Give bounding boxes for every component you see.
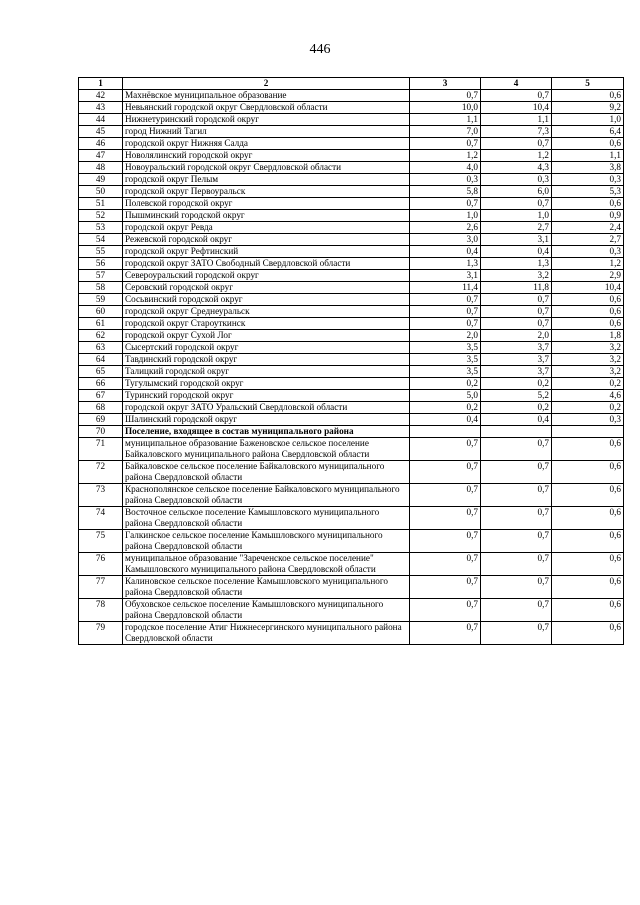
- row-number: 62: [79, 330, 123, 342]
- row-name: Невьянский городской округ Свердловской области: [123, 102, 410, 114]
- row-value-4: 0,4: [481, 414, 552, 426]
- table-row: [79, 426, 624, 438]
- row-value-5: 3,2: [552, 354, 624, 366]
- table-row: [79, 318, 624, 330]
- row-value-3: 0,4: [410, 246, 481, 258]
- row-value-3: 0,7: [410, 507, 481, 530]
- table-row: [79, 210, 624, 222]
- row-number: 76: [79, 553, 123, 576]
- row-value-3: 11,4: [410, 282, 481, 294]
- row-name: Тугулымский городской округ: [123, 378, 410, 390]
- row-value-3: 3,5: [410, 366, 481, 378]
- row-value-4: 0,7: [481, 530, 552, 553]
- row-number: 51: [79, 198, 123, 210]
- row-name: город Нижний Тагил: [123, 126, 410, 138]
- row-value-3: 3,5: [410, 354, 481, 366]
- row-name: Серовский городской округ: [123, 282, 410, 294]
- row-value-5: 0,6: [552, 138, 624, 150]
- row-value-4: 0,7: [481, 90, 552, 102]
- row-value-5: 3,8: [552, 162, 624, 174]
- row-value-3: 0,7: [410, 530, 481, 553]
- row-value-5: 1,8: [552, 330, 624, 342]
- row-value-3: 1,3: [410, 258, 481, 270]
- row-value-3: 3,0: [410, 234, 481, 246]
- row-value-5: 0,6: [552, 294, 624, 306]
- row-number: 55: [79, 246, 123, 258]
- table-row: [79, 378, 624, 390]
- row-value-3: 1,1: [410, 114, 481, 126]
- table-row: [79, 438, 624, 461]
- row-number: 75: [79, 530, 123, 553]
- row-value-3: 7,0: [410, 126, 481, 138]
- table-row: [79, 622, 624, 645]
- row-value-5: 5,3: [552, 186, 624, 198]
- row-number: 74: [79, 507, 123, 530]
- table-row: [79, 342, 624, 354]
- row-value-3: 0,7: [410, 306, 481, 318]
- table-row: [79, 354, 624, 366]
- table-row: [79, 150, 624, 162]
- row-value-4: 0,7: [481, 461, 552, 484]
- row-value-5: 0,6: [552, 553, 624, 576]
- row-value-4: 2,7: [481, 222, 552, 234]
- row-value-3: 0,7: [410, 438, 481, 461]
- table-row: [79, 282, 624, 294]
- row-value-3: 0,7: [410, 553, 481, 576]
- table-row: [79, 102, 624, 114]
- row-name: Тавдинский городской округ: [123, 354, 410, 366]
- header-cell: 3: [410, 78, 481, 90]
- table-row: [79, 294, 624, 306]
- row-number: 68: [79, 402, 123, 414]
- row-number: 78: [79, 599, 123, 622]
- row-name: Сосьвинский городской округ: [123, 294, 410, 306]
- row-value-3: 0,7: [410, 318, 481, 330]
- row-value-5: 0,6: [552, 318, 624, 330]
- row-number: 61: [79, 318, 123, 330]
- row-value-3: 0,2: [410, 402, 481, 414]
- row-value-3: 0,7: [410, 198, 481, 210]
- table-row: [79, 576, 624, 599]
- row-value-4: 7,3: [481, 126, 552, 138]
- row-value-3: 0,7: [410, 622, 481, 645]
- row-value-4: 0,7: [481, 599, 552, 622]
- data-table: [78, 77, 624, 645]
- row-number: 70: [79, 426, 123, 438]
- page-number: 446: [309, 42, 331, 57]
- row-value-4: 0,7: [481, 138, 552, 150]
- table-header-row: [79, 78, 624, 90]
- table-row: [79, 390, 624, 402]
- row-value-4: 0,4: [481, 246, 552, 258]
- row-value-4: 4,3: [481, 162, 552, 174]
- row-name: Поселение, входящее в состав муниципального района: [123, 426, 410, 438]
- row-number: 64: [79, 354, 123, 366]
- table-row: [79, 306, 624, 318]
- row-name: городской округ Сухой Лог: [123, 330, 410, 342]
- row-value-5: 3,2: [552, 342, 624, 354]
- row-number: 57: [79, 270, 123, 282]
- row-value-5: 0,6: [552, 90, 624, 102]
- row-value-5: 0,3: [552, 414, 624, 426]
- table-row: [79, 484, 624, 507]
- table-row: [79, 258, 624, 270]
- table-row: [79, 162, 624, 174]
- row-value-5: 0,6: [552, 507, 624, 530]
- row-value-3: 5,8: [410, 186, 481, 198]
- row-number: 79: [79, 622, 123, 645]
- table-row: [79, 507, 624, 530]
- table-row: [79, 246, 624, 258]
- row-name: Новоуральский городской округ Свердловской области: [123, 162, 410, 174]
- row-value-3: 0,4: [410, 414, 481, 426]
- row-value-5: 0,3: [552, 174, 624, 186]
- row-number: 59: [79, 294, 123, 306]
- row-name: Новолялинский городской округ: [123, 150, 410, 162]
- table-row: [79, 402, 624, 414]
- row-value-3: 0,7: [410, 484, 481, 507]
- row-number: 49: [79, 174, 123, 186]
- row-value-4: 3,7: [481, 354, 552, 366]
- row-value-4: 1,3: [481, 258, 552, 270]
- table-row: [79, 530, 624, 553]
- row-value-5: 0,6: [552, 622, 624, 645]
- table-row: [79, 198, 624, 210]
- row-value-3: 0,7: [410, 576, 481, 599]
- row-number: 65: [79, 366, 123, 378]
- row-value-4: 1,1: [481, 114, 552, 126]
- row-value-3: 4,0: [410, 162, 481, 174]
- row-value-5: 10,4: [552, 282, 624, 294]
- row-value-5: 0,6: [552, 530, 624, 553]
- row-value-4: 3,1: [481, 234, 552, 246]
- row-value-4: 0,7: [481, 294, 552, 306]
- row-name: муниципальное образование "Зареченское сельское поселение" Камышловского муниципального района Свердловской области: [123, 553, 410, 576]
- row-value-4: 0,7: [481, 306, 552, 318]
- table-row: [79, 599, 624, 622]
- row-value-4: 1,2: [481, 150, 552, 162]
- row-number: 54: [79, 234, 123, 246]
- row-value-4: 2,0: [481, 330, 552, 342]
- row-value-3: 0,7: [410, 138, 481, 150]
- row-number: 42: [79, 90, 123, 102]
- row-number: 44: [79, 114, 123, 126]
- row-value-3: 0,7: [410, 90, 481, 102]
- row-value-5: 0,9: [552, 210, 624, 222]
- row-value-4: 0,7: [481, 553, 552, 576]
- row-value-5: 2,7: [552, 234, 624, 246]
- row-number: 69: [79, 414, 123, 426]
- table-row: [79, 126, 624, 138]
- table-row: [79, 234, 624, 246]
- row-number: 47: [79, 150, 123, 162]
- row-value-4: 11,8: [481, 282, 552, 294]
- row-name: городской округ Ревда: [123, 222, 410, 234]
- row-name: Режевской городской округ: [123, 234, 410, 246]
- row-value-3: [410, 426, 481, 438]
- row-number: 56: [79, 258, 123, 270]
- row-name: Махнёвское муниципальное образование: [123, 90, 410, 102]
- table-row: [79, 186, 624, 198]
- row-value-3: 1,2: [410, 150, 481, 162]
- row-number: 43: [79, 102, 123, 114]
- row-value-5: 3,2: [552, 366, 624, 378]
- row-name: городской округ Среднеуральск: [123, 306, 410, 318]
- row-name: городское поселение Атиг Нижнесергинского муниципального района Свердловской области: [123, 622, 410, 645]
- header-cell: 1: [79, 78, 123, 90]
- row-value-5: [552, 426, 624, 438]
- row-number: 52: [79, 210, 123, 222]
- table-row: [79, 222, 624, 234]
- row-value-4: [481, 426, 552, 438]
- row-name: муниципальное образование Баженовское сельское поселение Байкаловского муниципального района Свердловской области: [123, 438, 410, 461]
- row-value-4: 0,7: [481, 576, 552, 599]
- table-row: [79, 138, 624, 150]
- row-number: 60: [79, 306, 123, 318]
- row-value-5: 1,1: [552, 150, 624, 162]
- row-name: Талицкий городской округ: [123, 366, 410, 378]
- row-value-3: 2,0: [410, 330, 481, 342]
- row-name: Восточное сельское поселение Камышловского муниципального района Свердловской области: [123, 507, 410, 530]
- row-value-4: 0,3: [481, 174, 552, 186]
- row-number: 53: [79, 222, 123, 234]
- row-value-3: 3,1: [410, 270, 481, 282]
- table-row: [79, 90, 624, 102]
- row-value-5: 0,2: [552, 402, 624, 414]
- table-row: [79, 414, 624, 426]
- table-row: [79, 366, 624, 378]
- row-value-4: 0,2: [481, 378, 552, 390]
- row-number: 77: [79, 576, 123, 599]
- row-number: 50: [79, 186, 123, 198]
- table-row: [79, 174, 624, 186]
- row-value-4: 0,7: [481, 318, 552, 330]
- row-name: городской округ Первоуральск: [123, 186, 410, 198]
- row-number: 45: [79, 126, 123, 138]
- row-name: Обуховское сельское поселение Камышловского муниципального района Свердловской области: [123, 599, 410, 622]
- row-number: 48: [79, 162, 123, 174]
- row-name: Краснополянское сельское поселение Байкаловского муниципального района Свердловской области: [123, 484, 410, 507]
- row-value-4: 0,2: [481, 402, 552, 414]
- row-name: городской округ ЗАТО Свободный Свердловской области: [123, 258, 410, 270]
- row-value-4: 0,7: [481, 438, 552, 461]
- row-value-5: 4,6: [552, 390, 624, 402]
- row-value-5: 0,6: [552, 461, 624, 484]
- row-value-5: 0,2: [552, 378, 624, 390]
- row-value-5: 0,6: [552, 599, 624, 622]
- row-value-3: 0,3: [410, 174, 481, 186]
- row-value-4: 10,4: [481, 102, 552, 114]
- row-value-4: 5,2: [481, 390, 552, 402]
- row-name: Калиновское сельское поселение Камышловского муниципального района Свердловской области: [123, 576, 410, 599]
- row-name: Туринский городской округ: [123, 390, 410, 402]
- row-value-4: 0,7: [481, 507, 552, 530]
- row-name: Сысертский городской округ: [123, 342, 410, 354]
- row-number: 58: [79, 282, 123, 294]
- row-value-4: 3,2: [481, 270, 552, 282]
- table-row: [79, 114, 624, 126]
- table-body: [79, 78, 624, 645]
- row-value-3: 10,0: [410, 102, 481, 114]
- row-value-4: 1,0: [481, 210, 552, 222]
- table-row: [79, 461, 624, 484]
- row-name: городской округ Рефтинский: [123, 246, 410, 258]
- row-value-5: 2,4: [552, 222, 624, 234]
- row-value-5: 2,9: [552, 270, 624, 282]
- row-number: 67: [79, 390, 123, 402]
- row-name: Шалинский городской округ: [123, 414, 410, 426]
- row-name: городской округ ЗАТО Уральский Свердловской области: [123, 402, 410, 414]
- row-name: городской округ Пелым: [123, 174, 410, 186]
- row-name: Галкинское сельское поселение Камышловского муниципального района Свердловской области: [123, 530, 410, 553]
- row-value-5: 9,2: [552, 102, 624, 114]
- row-number: 73: [79, 484, 123, 507]
- row-name: городской округ Нижняя Салда: [123, 138, 410, 150]
- row-name: Североуральский городской округ: [123, 270, 410, 282]
- row-value-5: 0,6: [552, 198, 624, 210]
- row-value-5: 0,3: [552, 246, 624, 258]
- header-cell: 2: [123, 78, 410, 90]
- row-name: Пышминский городской округ: [123, 210, 410, 222]
- row-name: Байкаловское сельское поселение Байкаловского муниципального района Свердловской области: [123, 461, 410, 484]
- row-value-3: 5,0: [410, 390, 481, 402]
- row-value-5: 0,6: [552, 576, 624, 599]
- row-value-5: 0,6: [552, 306, 624, 318]
- table-row: [79, 330, 624, 342]
- row-number: 46: [79, 138, 123, 150]
- row-number: 72: [79, 461, 123, 484]
- row-value-3: 2,6: [410, 222, 481, 234]
- row-value-5: 0,6: [552, 484, 624, 507]
- row-value-5: 0,6: [552, 438, 624, 461]
- row-value-4: 3,7: [481, 366, 552, 378]
- row-number: 71: [79, 438, 123, 461]
- header-cell: 4: [481, 78, 552, 90]
- row-value-5: 6,4: [552, 126, 624, 138]
- row-value-3: 0,7: [410, 461, 481, 484]
- row-number: 63: [79, 342, 123, 354]
- row-value-4: 6,0: [481, 186, 552, 198]
- row-value-4: 0,7: [481, 484, 552, 507]
- row-value-4: 0,7: [481, 622, 552, 645]
- row-number: 66: [79, 378, 123, 390]
- row-name: городской округ Староуткинск: [123, 318, 410, 330]
- row-value-3: 3,5: [410, 342, 481, 354]
- row-name: Полевской городской округ: [123, 198, 410, 210]
- row-value-3: 0,2: [410, 378, 481, 390]
- row-value-5: 1,0: [552, 114, 624, 126]
- table-row: [79, 553, 624, 576]
- row-name: Нижнетуринский городской округ: [123, 114, 410, 126]
- row-value-5: 1,2: [552, 258, 624, 270]
- table-row: [79, 270, 624, 282]
- row-value-3: 0,7: [410, 599, 481, 622]
- row-value-4: 3,7: [481, 342, 552, 354]
- header-cell: 5: [552, 78, 624, 90]
- row-value-3: 0,7: [410, 294, 481, 306]
- row-value-4: 0,7: [481, 198, 552, 210]
- row-value-3: 1,0: [410, 210, 481, 222]
